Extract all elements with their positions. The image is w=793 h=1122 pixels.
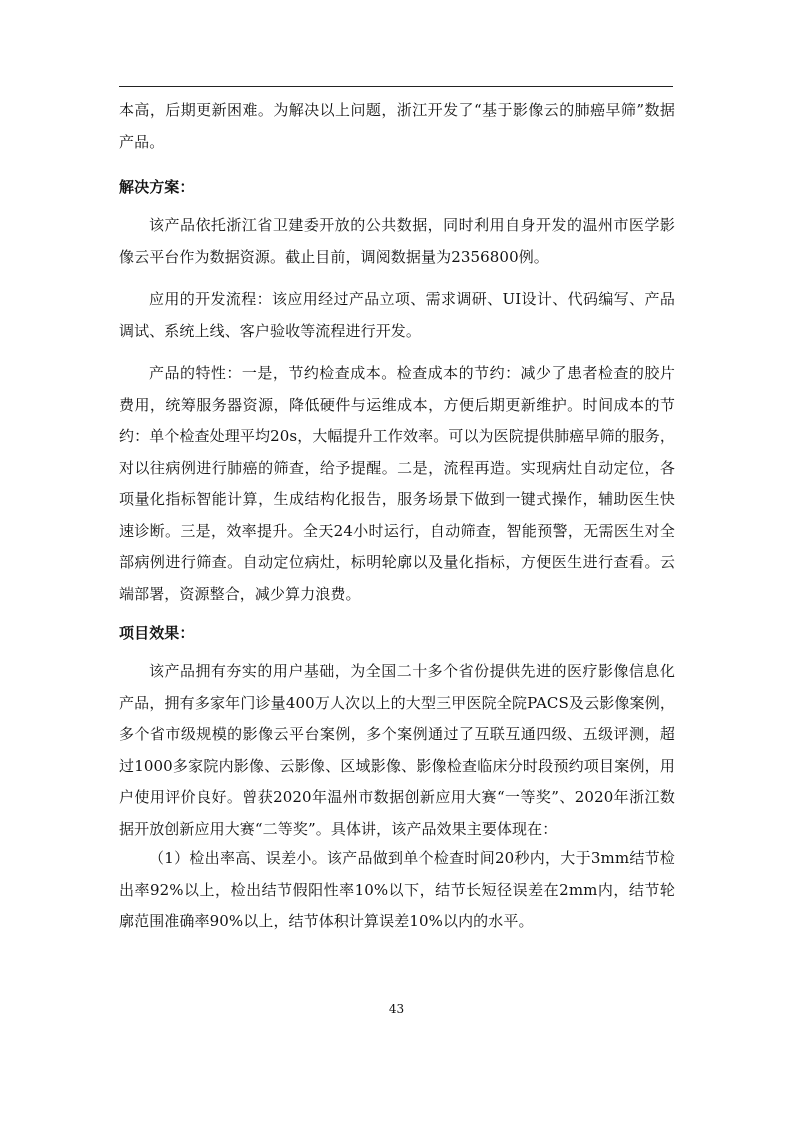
effect-paragraph: 该产品拥有夯实的用户基础，为全国二十多个省份提供先进的医疗影像信息化产品，拥有多家年门诊量400万人次以上的大型三甲医院全院PACS及云影像案例，多个省市级规模的影像云平台案例，多个案例通过了互联互通四级、五级评测，超过1000多家院内影像、云影像、区域影像、影像检查临床分时段预约项目案例，用户使用评价良好。曾获2020年温州市数据创新应用大赛“一等奖”、2020年浙江数据开放创新应用大赛“二等奖”。具体讲，该产品效果主要体现在： [119, 662, 675, 838]
effect-heading: 项目效果： [119, 624, 195, 642]
dev-process-paragraph: 应用的开发流程：该应用经过产品立项、需求调研、UI设计、代码编写、产品调试、系统上线、客户验收等流程进行开发。 [119, 290, 675, 340]
detection-paragraph: （1）检出率高、误差小。该产品做到单个检查时间20秒内，大于3mm结节检出率92%以上，检出结节假阳性率10%以下，结节长短径误差在2mm内，结节轮廓范围准确率90%以上，结节体积计算误差10%以内的水平。 [119, 849, 675, 930]
header-rule [119, 86, 673, 87]
solution-heading: 解决方案： [119, 178, 195, 196]
data-source-paragraph: 该产品依托浙江省卫建委开放的公共数据，同时利用自身开发的温州市医学影像云平台作为数据资源。截止目前，调阅数据量为2356800例。 [119, 216, 675, 266]
page-number: 43 [388, 1002, 405, 1016]
intro-paragraph: 本高，后期更新困难。为解决以上问题，浙江开发了“基于影像云的肺癌早筛”数据产品。 [119, 101, 675, 151]
features-paragraph: 产品的特性：一是，节约检查成本。检查成本的节约：减少了患者检查的胶片费用，统筹服务器资源，降低硬件与运维成本，方便后期更新维护。时间成本的节约：单个检查处理平均20s，大幅提升工作效率。可以为医院提供肺癌早筛的服务，对以往病例进行肺癌的筛查，给予提醒。二是，流程再造。实现病灶自动定位，各项量化指标智能计算，生成结构化报告，服务场景下做到一键式操作，辅助医生快速诊断。三是，效率提升。全天24小时运行，自动筛查，智能预警，无需医生对全部病例进行筛查。自动定位病灶，标明轮廓以及量化指标，方便医生进行查看。云端部署，资源整合，减少算力浪费。 [119, 364, 675, 603]
